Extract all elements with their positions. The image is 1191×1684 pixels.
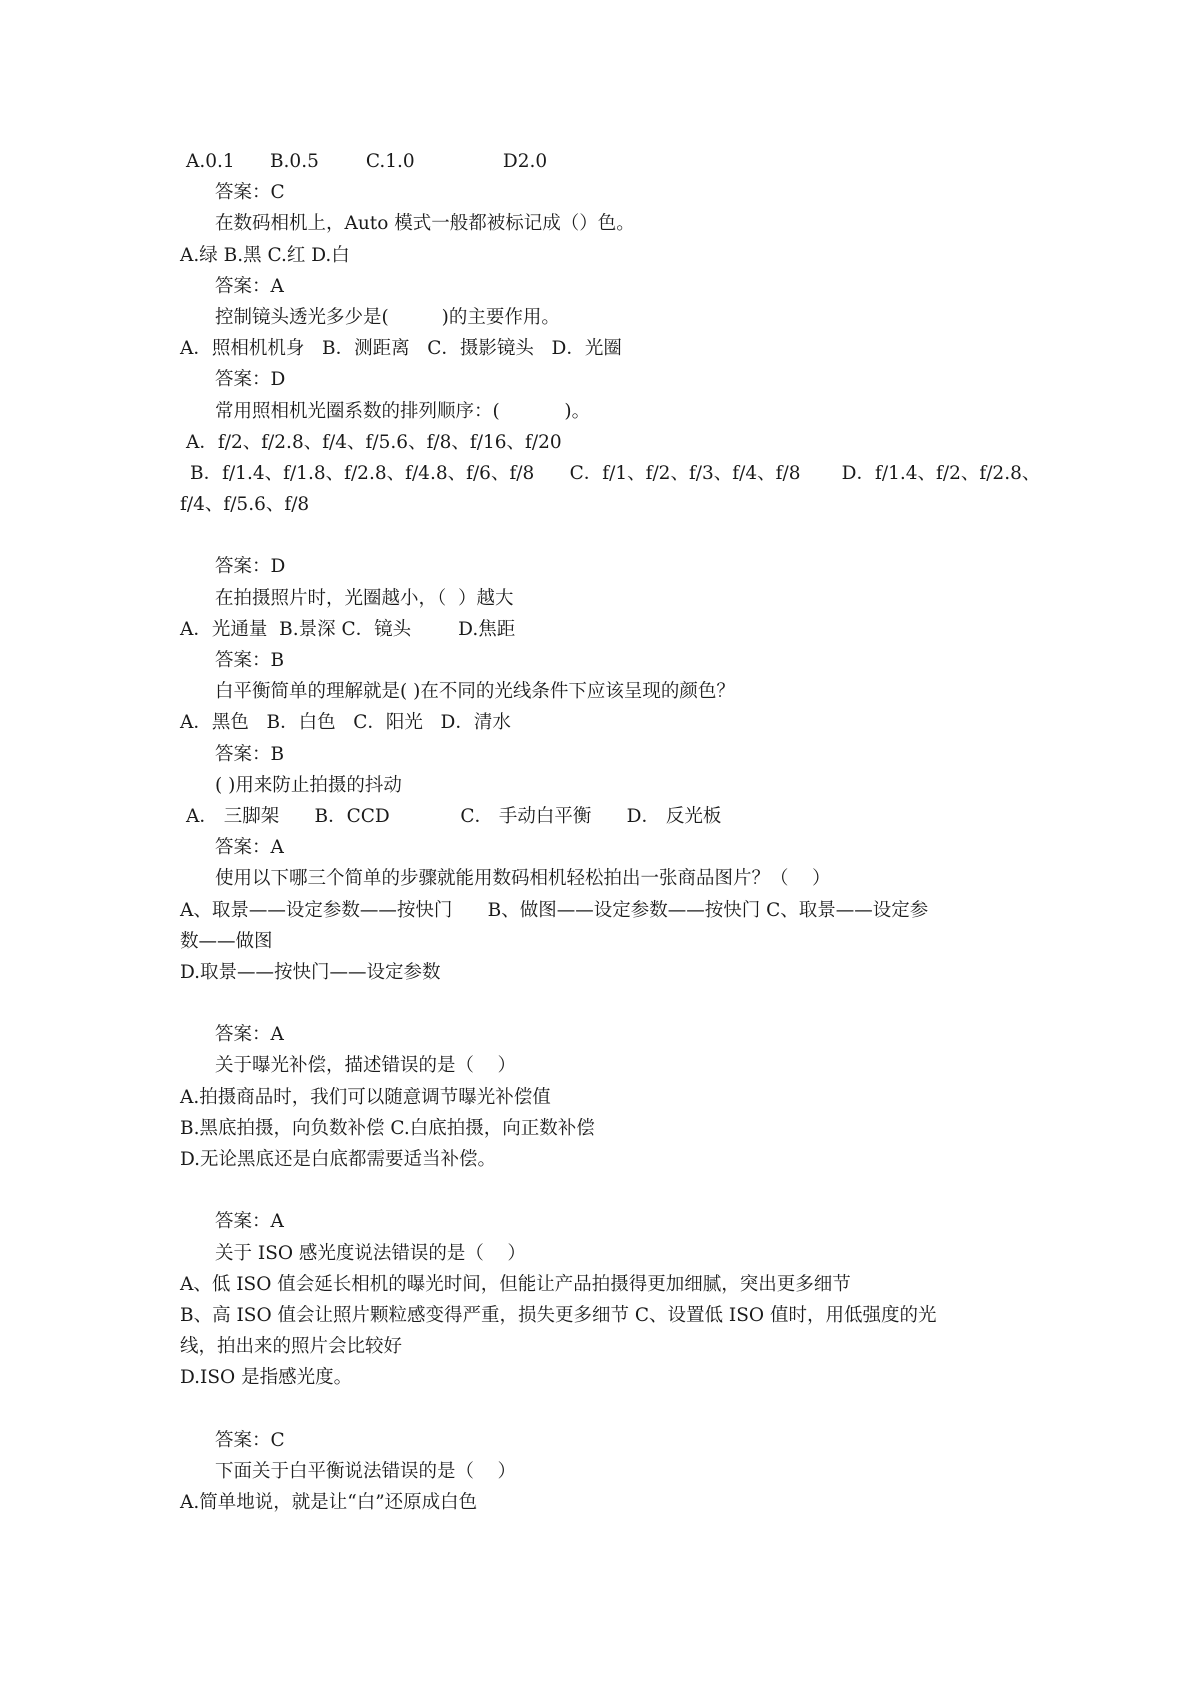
text-line: 答案：B: [215, 650, 285, 671]
text-line: 控制镜头透光多少是( )的主要作用。: [215, 306, 560, 328]
text-line: A.简单地说，就是让“白”还原成白色: [180, 1492, 478, 1514]
text-line: D.无论黑底还是白底都需要适当补偿。: [180, 1149, 497, 1170]
text-line: 使用以下哪三个简单的步骤就能用数码相机轻松拍出一张商品图片？（ ）: [215, 868, 831, 890]
text-line: 常用照相机光圈系数的排列顺序：( )。: [215, 400, 591, 422]
text-line: B．f/1.4、f/1.8、f/2.8、f/4.8、f/6、f/8 C．f/1、f/2、f/3、f/4、f/8 D．f/1.4、f/2、f/2.8、: [190, 462, 1041, 484]
text-line: A．光通量 B.景深 C．镜头 D.焦距: [180, 618, 516, 640]
text-line: 答案：A: [215, 837, 284, 859]
blank-line: [180, 988, 1020, 1019]
text-line: A． 三脚架 B．CCD C． 手动白平衡 D． 反光板: [186, 805, 722, 827]
text-line: 答案：A: [215, 275, 284, 297]
text-line: ( )用来防止拍摄的抖动: [215, 774, 402, 796]
text-line: 答案：D: [215, 369, 286, 391]
text-line: 关于 ISO 感光度说法错误的是（ ）: [215, 1242, 526, 1264]
text-line: B.黑底拍摄，向负数补偿 C.白底拍摄，向正数补偿: [180, 1117, 595, 1139]
text-line: f/4、f/5.6、f/8: [180, 494, 310, 516]
text-line: 数——做图: [180, 930, 273, 952]
text-line: A．f/2、f/2.8、f/4、f/5.6、f/8、f/16、f/20: [186, 431, 562, 453]
text-line: A．黑色 B．白色 C．阳光 D．清水: [180, 712, 511, 734]
text-line: A．照相机机身 B．测距离 C．摄影镜头 D．光圈: [180, 338, 622, 360]
text-line: 答案：A: [215, 1024, 284, 1046]
text-line: A、低 ISO 值会延长相机的曝光时间，但能让产品拍摄得更加细腻，突出更多细节: [180, 1273, 851, 1295]
text-line: 答案：A: [215, 1211, 284, 1233]
text-line: 白平衡简单的理解就是( )在不同的光线条件下应该呈现的颜色？: [215, 681, 735, 703]
text-line: 关于曝光补偿，描述错误的是（ ）: [215, 1055, 517, 1077]
text-line: 答案：D: [215, 556, 286, 578]
text-line: D.ISO 是指感光度。: [180, 1367, 353, 1389]
document-body: [180, 146, 1041, 1518]
text-line: 答案：C: [215, 182, 285, 204]
text-line: 线，拍出来的照片会比较好: [180, 1336, 403, 1358]
text-line: 下面关于白平衡说法错误的是（ ）: [215, 1460, 517, 1482]
blank-line: [180, 1175, 1020, 1206]
text-line: D.取景——按快门——设定参数: [180, 961, 441, 983]
blank-line: [180, 520, 1020, 551]
text-line: 答案：B: [215, 743, 285, 765]
text-line: 在数码相机上，Auto 模式一般都被标记成（）色。: [215, 213, 635, 235]
text-line: A.绿 B.黑 C.红 D.白: [180, 244, 350, 266]
text-line: A、取景——设定参数——按快门 B、做图——设定参数——按快门 C、取景——设定参: [180, 899, 929, 921]
text-line: 答案：C: [215, 1429, 285, 1451]
text-line: A.0.1 B.0.5 C.1.0 D2.0: [186, 151, 548, 172]
text-line: B、高 ISO 值会让照片颗粒感变得严重，损失更多细节 C、设置低 ISO 值时，用低强度的光: [180, 1304, 937, 1326]
text-line: A.拍摄商品时，我们可以随意调节曝光补偿值: [180, 1086, 551, 1108]
blank-line: [180, 1394, 1020, 1425]
text-line: 在拍摄照片时，光圈越小，（ ）越大: [215, 587, 514, 609]
